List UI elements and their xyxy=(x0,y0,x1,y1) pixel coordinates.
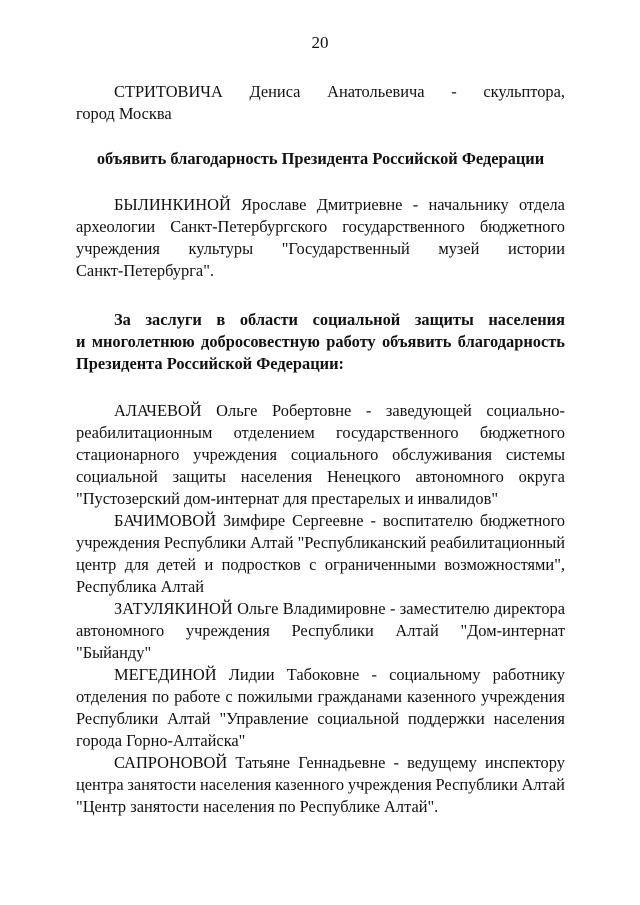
award-entry-stritovich xyxy=(76,81,565,125)
word: Алтай xyxy=(521,775,565,794)
text-line: города Горно-Алтайска" xyxy=(76,731,246,750)
word: - xyxy=(412,195,419,214)
word: истории xyxy=(508,239,565,258)
word: объявить xyxy=(381,332,452,351)
word: защиты xyxy=(414,310,474,329)
word: ведущему xyxy=(407,753,477,772)
heading-line xyxy=(76,331,565,353)
word: заслуги xyxy=(145,310,202,329)
word: бюджетного xyxy=(479,511,565,530)
word: социальной xyxy=(312,310,401,329)
word: государственного xyxy=(342,217,465,236)
surname: БАЧИМОВОЙ xyxy=(114,511,217,530)
word: населения xyxy=(199,775,272,794)
word: - xyxy=(371,665,377,684)
word: Ярославе xyxy=(241,195,307,214)
word: Дмитриевне xyxy=(316,195,403,214)
text-line: Санкт-Петербурга". xyxy=(76,261,214,280)
text-line xyxy=(76,686,565,708)
word: подростков xyxy=(221,555,301,574)
document-body xyxy=(76,81,565,818)
word: Ненецкого xyxy=(326,467,401,486)
word: культуры xyxy=(188,239,254,258)
word: учреждения xyxy=(76,533,160,552)
word: отделения xyxy=(76,687,148,706)
word: Санкт-Петербургского xyxy=(170,217,328,236)
surname: МЕГЕДИНОЙ xyxy=(114,665,217,684)
word: начальнику xyxy=(428,195,509,214)
word: учреждения xyxy=(481,687,565,706)
word: Алтай xyxy=(250,533,294,552)
word: социальной xyxy=(317,709,400,728)
text-line: город Москва xyxy=(76,104,172,123)
word: учреждения xyxy=(347,775,432,794)
word: скульптора, xyxy=(483,82,565,101)
surname: СТРИТОВИЧА xyxy=(114,82,223,101)
word: системы xyxy=(505,445,565,464)
word: учреждения xyxy=(185,621,270,640)
word: государственного xyxy=(336,423,459,442)
word: учреждения xyxy=(76,239,160,258)
text-line: Республика Алтай xyxy=(76,577,205,596)
word: "Дом-интернат xyxy=(460,621,565,640)
word: Владимировне xyxy=(282,599,386,618)
word: населения xyxy=(493,709,565,728)
word: инспектору xyxy=(485,753,565,772)
word: Татьяне xyxy=(235,753,291,772)
text-line xyxy=(76,708,565,730)
section-heading-social-protection xyxy=(76,309,565,375)
word: "Управление xyxy=(219,709,309,728)
text-line xyxy=(76,598,565,620)
word: - xyxy=(451,82,457,101)
surname: ЗАТУЛЯКИНОЙ xyxy=(114,599,233,618)
word: населения xyxy=(488,310,565,329)
text-line xyxy=(76,466,565,488)
text-line xyxy=(76,81,565,103)
word: работнику xyxy=(492,665,565,684)
word: благодарность xyxy=(457,332,565,351)
word: округа xyxy=(518,467,565,486)
word: ограниченными xyxy=(324,555,436,574)
word: Республики xyxy=(163,533,247,552)
word: Ольге xyxy=(237,599,279,618)
word: работе xyxy=(174,687,221,706)
word: казенного xyxy=(406,687,476,706)
word: воспитателю xyxy=(382,511,473,530)
word: социальному xyxy=(389,665,481,684)
word: стационарного xyxy=(76,445,180,464)
word: - xyxy=(365,401,372,420)
word: музей xyxy=(438,239,480,258)
award-entry-sapronova xyxy=(76,752,565,818)
text-line xyxy=(76,620,565,642)
award-entry-zatulyakina xyxy=(76,598,565,664)
word: заместителю xyxy=(399,599,490,618)
word: центра xyxy=(76,775,124,794)
word: Дениса xyxy=(249,82,301,101)
word: области xyxy=(239,310,298,329)
word: социального xyxy=(290,445,379,464)
word: занятости xyxy=(127,775,197,794)
word: директора xyxy=(494,599,565,618)
text-line xyxy=(76,422,565,444)
word: реабилитационный xyxy=(430,533,565,552)
word: Табоковне xyxy=(286,665,360,684)
heading-line: Президента Российской Федерации: xyxy=(76,354,345,373)
word: автономного xyxy=(415,467,504,486)
word: работу xyxy=(326,332,376,351)
word: отделением xyxy=(233,423,315,442)
page-number: 20 xyxy=(311,33,329,52)
word: Анатольевича xyxy=(327,82,425,101)
word: заведующей xyxy=(385,401,472,420)
surname: БЫЛИНКИНОЙ xyxy=(114,195,231,214)
text-line xyxy=(76,532,565,554)
surname: АЛАЧЕВОЙ xyxy=(114,401,202,420)
text-line xyxy=(76,400,565,422)
word: Республики xyxy=(291,621,374,640)
text-line: "Быйанду" xyxy=(76,643,152,662)
award-entry-megedina xyxy=(76,664,565,752)
word: "Государственный xyxy=(281,239,410,258)
word: Сергеевне xyxy=(292,511,364,530)
word: для xyxy=(124,555,149,574)
word: Геннадьевне xyxy=(298,753,386,772)
text-line xyxy=(76,664,565,686)
text-line xyxy=(76,752,565,774)
text-line xyxy=(76,194,565,216)
text-line xyxy=(76,444,565,466)
word: по xyxy=(152,687,170,706)
word: Ольге xyxy=(216,401,258,420)
word: бюджетного xyxy=(479,217,565,236)
word: гражданами xyxy=(317,687,402,706)
word: социальной xyxy=(76,467,158,486)
word: многолетнюю xyxy=(91,332,195,351)
word: с xyxy=(225,687,233,706)
word: реабилитационным xyxy=(76,423,213,442)
word: казенного xyxy=(275,775,345,794)
word: пожилыми xyxy=(237,687,313,706)
word: Робертовне xyxy=(272,401,352,420)
word: Алтай xyxy=(395,621,439,640)
word: автономного xyxy=(76,621,165,640)
word: Республики xyxy=(76,709,159,728)
word: добросовестную xyxy=(201,332,320,351)
word: бюджетного xyxy=(479,423,565,442)
word: населения xyxy=(240,467,313,486)
award-entry-alacheva xyxy=(76,400,565,510)
word: - xyxy=(370,511,376,530)
word: защиты xyxy=(172,467,226,486)
text-line xyxy=(76,510,565,532)
word: с xyxy=(309,555,317,574)
word: социально- xyxy=(486,401,565,420)
word: археологии xyxy=(76,217,156,236)
word: обслуживания xyxy=(392,445,493,464)
text-line xyxy=(76,216,565,238)
text-line: "Пустозерский дом-интернат для престарелых и инвалидов" xyxy=(76,489,499,508)
word: и xyxy=(204,555,214,574)
word: Зимфире xyxy=(222,511,286,530)
word: возможностями", xyxy=(444,555,565,574)
word: в xyxy=(216,310,226,329)
award-entry-bachimova xyxy=(76,510,565,598)
award-entry-bylinkina xyxy=(76,194,565,282)
text-line xyxy=(76,238,565,260)
word: - xyxy=(393,753,400,772)
section-heading-gratitude: объявить благодарность Президента Российской Федерации xyxy=(96,149,545,168)
word: детей xyxy=(157,555,197,574)
word: учреждения xyxy=(193,445,278,464)
text-line xyxy=(76,554,565,576)
word: и xyxy=(76,332,86,351)
word: "Республиканский xyxy=(297,533,427,552)
word: поддержки xyxy=(408,709,485,728)
word: Алтай xyxy=(167,709,211,728)
text-line: "Центр занятости населения по Республике Алтай". xyxy=(76,797,439,816)
surname: САПРОНОВОЙ xyxy=(114,753,228,772)
word: Лидии xyxy=(228,665,275,684)
word: За xyxy=(114,310,131,329)
word: центр xyxy=(76,555,117,574)
text-line xyxy=(76,774,565,796)
heading-line xyxy=(76,309,565,331)
word: - xyxy=(389,599,396,618)
word: Республики xyxy=(435,775,518,794)
word: отдела xyxy=(518,195,565,214)
